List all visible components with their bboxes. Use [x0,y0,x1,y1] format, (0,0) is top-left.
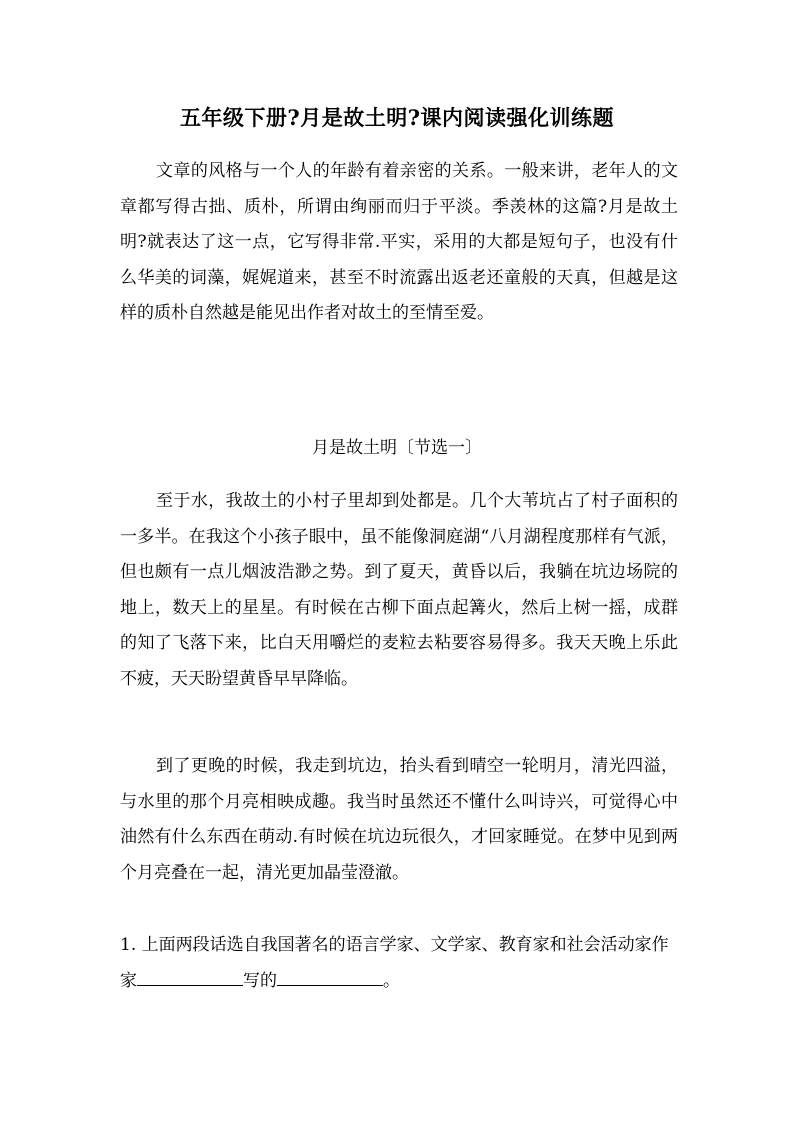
excerpt-paragraph-2: 到了更晚的时候，我走到坑边，抬头看到晴空一轮明月，清光四溢，与水里的那个月亮相映成趣。我当时虽然还不懂什么叫诗兴，可觉得心中油然有什么东西在萌动.有时候在坑边玩很久，才回家睡觉。在梦中见到两个月亮叠在一起，清光更加晶莹澄澈。 [120,756,678,883]
document-title: 五年级下册?月是故土明?课内阅读强化训练题 [179,105,615,130]
title-answer-blank[interactable] [277,967,383,986]
author-answer-blank[interactable] [137,967,243,986]
question-1-text-middle: 写的 [243,970,277,991]
question-1-text-before: 1. 上面两段话选自我国著名的语言学家、文学家、教育家和社会活动家作家 [120,935,669,991]
question-1-text-end: 。 [383,970,400,991]
excerpt-paragraph-1: 至于水，我故土的小村子里却到处都是。几个大苇坑占了村子面积的一多半。在我这个小孩子眼中，虽不能像洞庭湖“八月湖程度那样有气派，但也颇有一点儿烟波浩渺之势。到了夏天，黄昏以后，我躺在坑边场院的地上，数天上的星星。有时候在古柳下面点起篝火，然后上树一摇，成群的知了飞落下来，比白天用嚼烂的麦粒去粘要容易得多。我天天晚上乐此不疲，天天盼望黄昏早早降临。 [120,491,678,689]
question-1 [120,928,678,999]
section-title: 月是故土明〔节选一〕 [312,438,482,458]
intro-paragraph: 文章的风格与一个人的年龄有着亲密的关系。一般来讲，老年人的文章都写得古拙、质朴，所谓由绚丽而归于平淡。季羡林的这篇?月是故土明?就表达了这一点，它写得非常.平实，采用的大都是短句子，也没有什么华美的词藻，娓娓道来，甚至不时流露出返老还童般的天真，但越是这样的质朴自然越是能见出作者对故土的至情至爱。 [120,161,678,323]
